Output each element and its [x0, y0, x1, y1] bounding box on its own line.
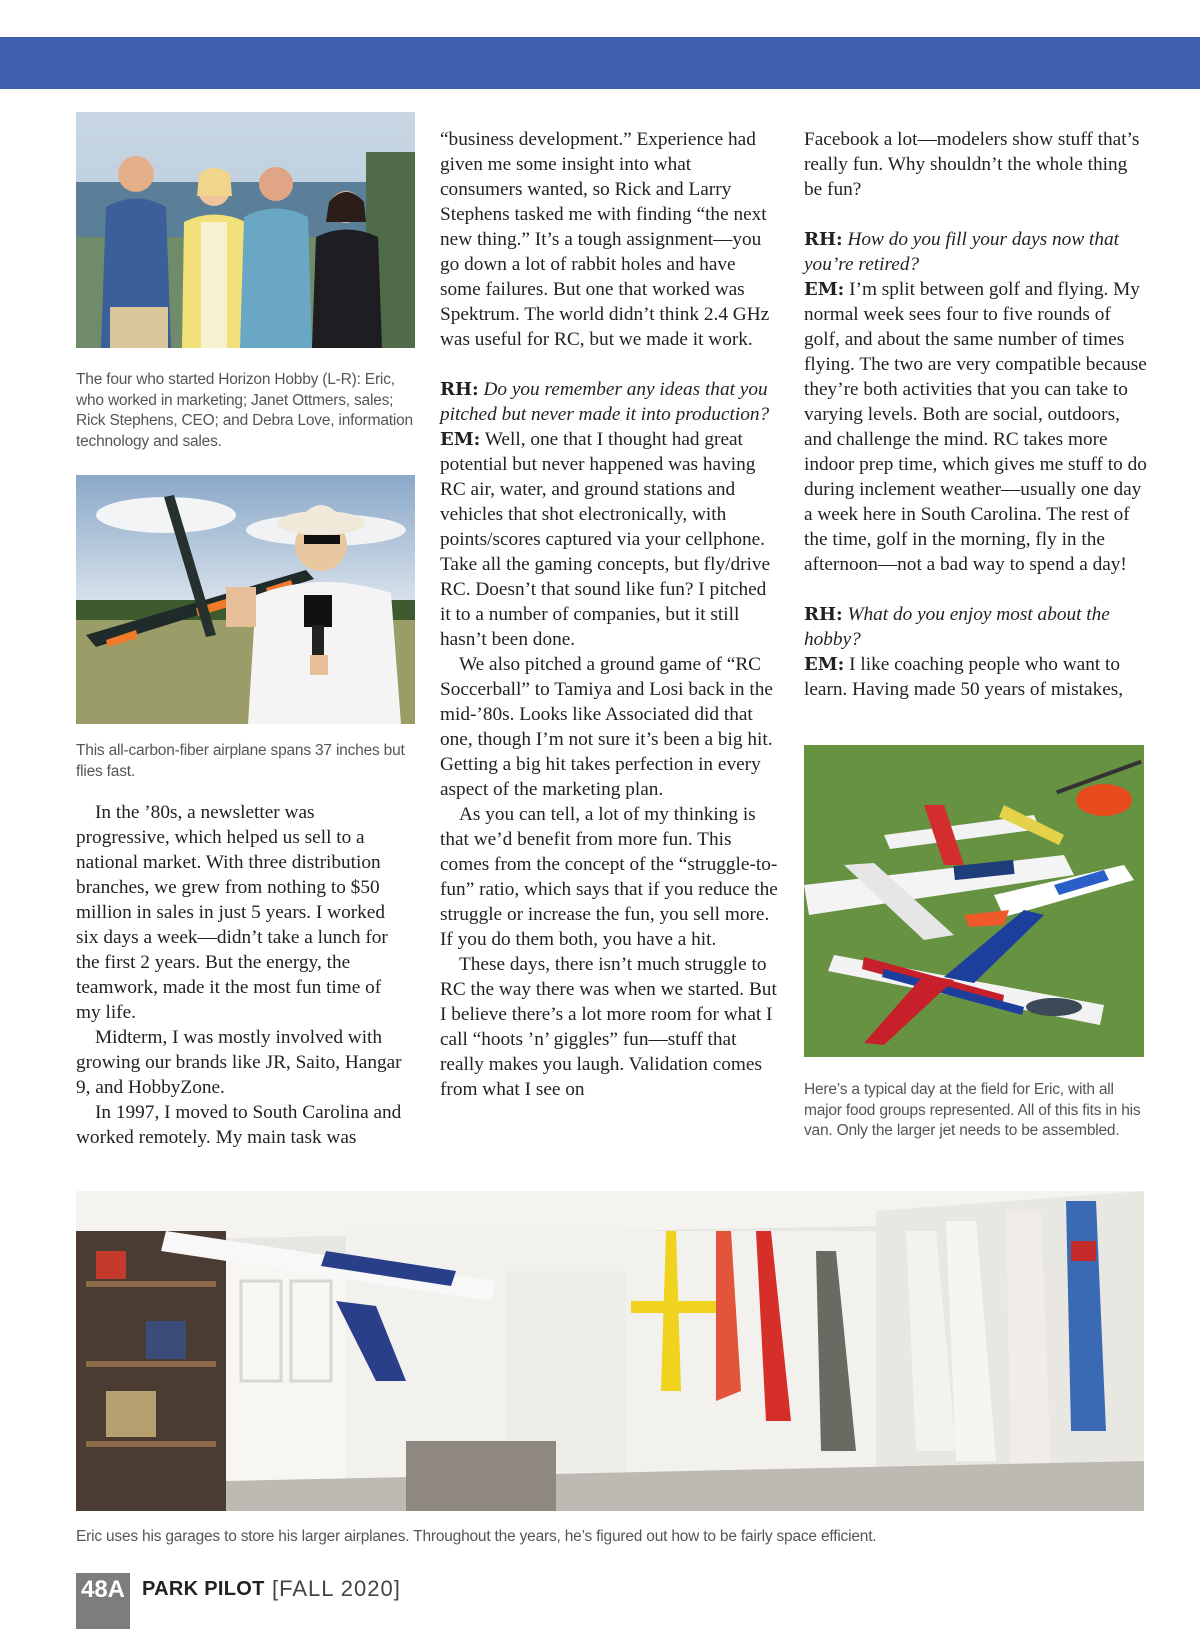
- answer-1: [440, 427, 778, 652]
- col1-paragraph-1: In the ’80s, a newsletter was progressive, which helped us sell to a national market. With three distribution branches, we grew from nothing to $50 million in sales in just 5 years. I worked six days a week—didn’t take a lunch for the first 2 years. But the energy, the teamwork, made it the most fun time of my life.: [76, 802, 388, 1023]
- question-3: [804, 602, 1148, 652]
- jets-photo: [804, 745, 1144, 1057]
- answer-2-tag: EM:: [804, 279, 845, 300]
- answer-1-text: Well, one that I thought had great potential but never happened was having RC air, water, and ground stations and vehicles that shot electronically, with points/scores captured via your cellphone. Take all the gaming concepts, but fly/drive RC. Doesn’t that sound like fun? I pitched it to a number of companies, but it still hasn’t been done.: [440, 429, 771, 650]
- question-1-text: Do you remember any ideas that you pitched but never made it into production?: [440, 379, 770, 425]
- col2-paragraph-2: We also pitched a ground game of “RC Soccerball” to Tamiya and Losi back in the mid-’80s. Looks like Associated did that one, though I’m not sure it’s been a big hit. Getting a big hit takes perfection in every aspect of the marketing plan.: [440, 654, 773, 800]
- answer-3-tag: EM:: [804, 654, 845, 675]
- page-footer: [76, 1573, 776, 1629]
- garage-caption: Eric uses his garages to store his larger airplanes. Throughout the years, he’s figured out how to be fairly space efficient.: [76, 1528, 877, 1545]
- founders-photo: [76, 112, 415, 348]
- question-2: [804, 227, 1148, 277]
- question-2-tag: RH:: [804, 229, 843, 250]
- col2-paragraph-4: These days, there isn’t much struggle to RC the way there was when we started. But I believe there’s a lot more room for what I call “hoots ’n’ giggles” fun—stuff that really makes you laugh. Validation comes from what I see on: [440, 954, 777, 1100]
- question-1-tag: RH:: [440, 379, 479, 400]
- col3-paragraph-1: Facebook a lot—modelers show stuff that’s really fun. Why shouldn’t the whole thing be fun?: [804, 129, 1140, 200]
- question-1: [440, 377, 778, 427]
- question-2-text: How do you fill your days now that you’re retired?: [804, 229, 1119, 275]
- answer-2-text: I’m split between golf and flying. My normal week sees four to five rounds of golf, and about the same number of times flying. The two are very compatible because they’re both activities that you can take to varying levels. Both are social, outdoors, and challenge the mind. RC takes more indoor prep time, which gives me stuff to do during inclement weather—usually one day a week here in South Carolina. The rest of the time, golf in the morning, fly in the afternoon—not a bad way to spend a day!: [804, 279, 1147, 575]
- column-2-text: [440, 127, 778, 1102]
- page-number: 48A: [76, 1573, 130, 1629]
- header-band: [0, 37, 1200, 89]
- glider-caption: This all-carbon-fiber airplane spans 37 inches but flies fast.: [76, 742, 405, 780]
- col1-paragraph-3: In 1997, I moved to South Carolina and worked remotely. My main task was: [76, 1102, 402, 1148]
- col2-paragraph-1: “business development.” Experience had given me some insight into what consumers wanted, so Rick and Larry Stephens tasked me with finding “the next new thing.” It’s a tough assignment—you go down a lot of rabbit holes and have some failures. But one that worked was Spektrum. The world didn’t think 2.4 GHz was useful for RC, but we made it work.: [440, 129, 770, 350]
- question-3-text: What do you enjoy most about the hobby?: [804, 604, 1110, 650]
- column-3-text: [804, 127, 1148, 702]
- answer-3: [804, 652, 1148, 702]
- magazine-name: PARK PILOT: [142, 1578, 265, 1600]
- issue-label: [FALL 2020]: [272, 1576, 401, 1601]
- garage-photo: [76, 1191, 1144, 1511]
- answer-3-text: I like coaching people who want to learn. Having made 50 years of mistakes,: [804, 654, 1124, 700]
- col1-paragraph-2: Midterm, I was mostly involved with growing our brands like JR, Saito, Hangar 9, and HobbyZone.: [76, 1027, 402, 1098]
- founders-caption: The four who started Horizon Hobby (L-R): Eric, who worked in marketing; Janet Ottmers, sales; Rick Stephens, CEO; and Debra Love, information technology and sales.: [76, 371, 413, 450]
- col2-paragraph-3: As you can tell, a lot of my thinking is that we’d benefit from more fun. This comes from the concept of the “struggle-to-fun” ratio, which says that if you reduce the struggle or increase the fun, you sell more. If you do them both, you have a hit.: [440, 804, 778, 950]
- jets-caption: Here’s a typical day at the field for Eric, with all major food groups represented. All of this fits in his van. Only the larger jet needs to be assembled.: [804, 1081, 1141, 1139]
- answer-2: [804, 277, 1148, 577]
- question-3-tag: RH:: [804, 604, 843, 625]
- glider-photo: [76, 475, 415, 724]
- column-1-text: [76, 800, 409, 1150]
- answer-1-tag: EM:: [440, 429, 481, 450]
